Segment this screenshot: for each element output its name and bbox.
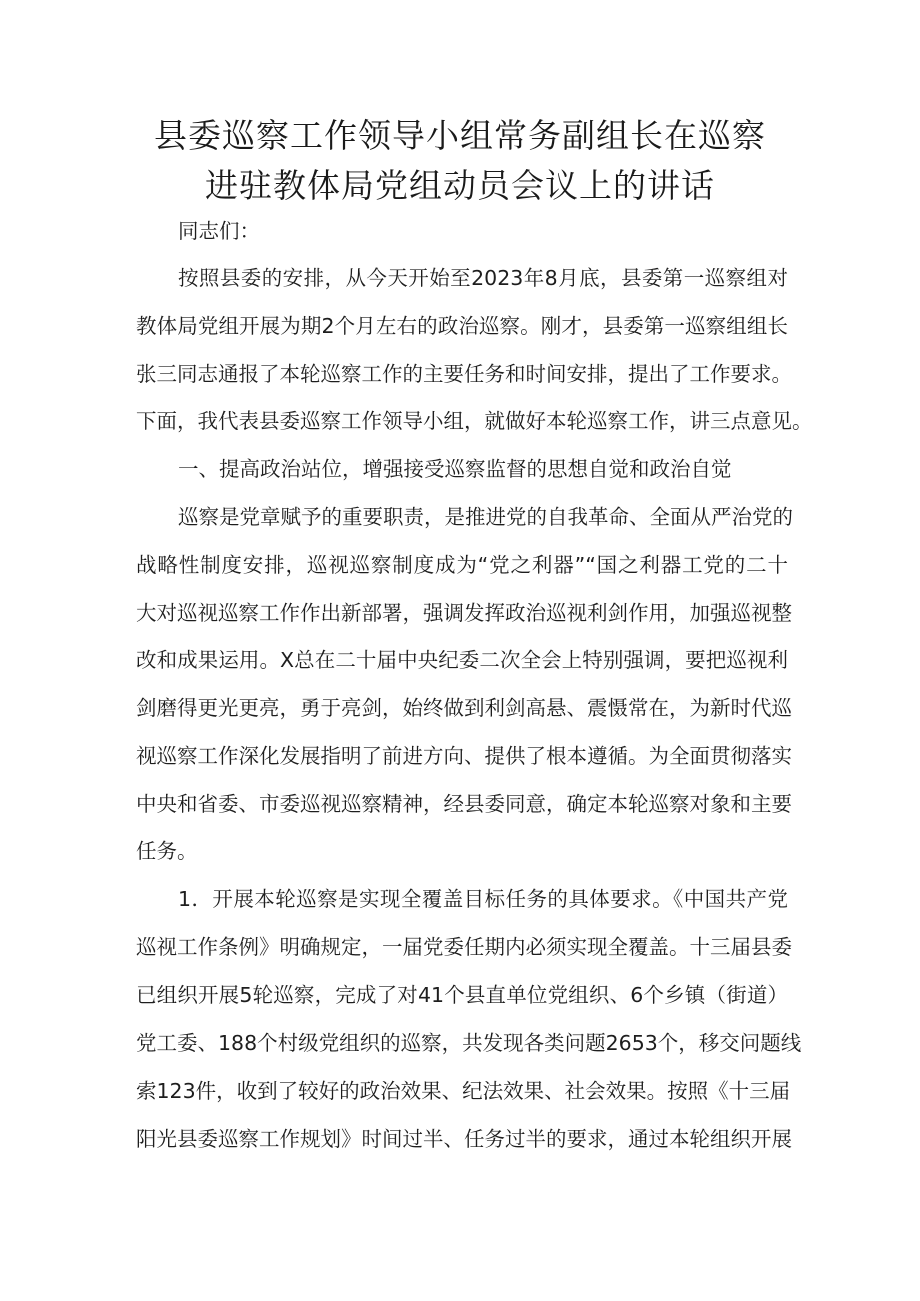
section-heading-1: 一、提高政治站位，增强接受巡察监督的思想自觉和政治自觉 <box>178 457 732 481</box>
paragraph-2-line-6: 视巡察工作深化发展指明了前进方向、提供了根本遵循。为全面贯彻落实 <box>136 744 792 768</box>
document-title-line-1: 县委巡察工作领导小组常务副组长在巡察 <box>154 116 766 155</box>
paragraph-3-line-4: 党工委、188个村级党组织的巡察，共发现各类问题2653个，移交问题线 <box>136 1031 802 1055</box>
paragraph-2-line-5: 剑磨得更光更亮，勇于亮剑，始终做到利剑高悬、震慑常在，为新时代巡 <box>136 696 792 720</box>
paragraph-1-line-2: 教体局党组开展为期2个月左右的政治巡察。刚才，县委第一巡察组组长 <box>136 314 788 338</box>
paragraph-1-line-4: 下面，我代表县委巡察工作领导小组，就做好本轮巡察工作，讲三点意见。 <box>136 409 813 433</box>
paragraph-3-line-3: 已组织开展5轮巡察，完成了对41个县直单位党组织、6个乡镇（街道） <box>136 983 788 1007</box>
salutation: 同志们： <box>178 219 260 243</box>
paragraph-2-line-3: 大对巡视巡察工作作出新部署，强调发挥政治巡视利剑作用，加强巡视整 <box>136 601 792 625</box>
paragraph-2-line-8: 任务。 <box>136 839 198 863</box>
paragraph-2-line-7: 中央和省委、市委巡视巡察精神，经县委同意，确定本轮巡察对象和主要 <box>136 792 792 816</box>
paragraph-3-line-5: 索123件，收到了较好的政治效果、纪法效果、社会效果。按照《十三届 <box>136 1079 791 1103</box>
paragraph-2-line-4: 改和成果运用。X总在二十届中央纪委二次全会上特别强调，要把巡视利 <box>136 648 788 672</box>
paragraph-2-line-1: 巡察是党章赋予的重要职责，是推进党的自我革命、全面从严治党的 <box>178 505 793 529</box>
document-title-line-2: 进驻教体局党组动员会议上的讲话 <box>205 166 715 205</box>
paragraph-1-line-3: 张三同志通报了本轮巡察工作的主要任务和时间安排，提出了工作要求。 <box>136 362 792 386</box>
paragraph-3-line-2: 巡视工作条例》明确规定，一届党委任期内必须实现全覆盖。十三届县委 <box>136 935 792 959</box>
paragraph-2-line-2: 战略性制度安排，巡视巡察制度成为“党之利器”“国之利器工党的二十 <box>136 553 788 577</box>
paragraph-1-line-1: 按照县委的安排，从今天开始至2023年8月底，县委第一巡察组对 <box>178 266 788 290</box>
paragraph-3-line-6: 阳光县委巡察工作规划》时间过半、任务过半的要求，通过本轮组织开展 <box>136 1127 792 1151</box>
paragraph-3-line-1: 1．开展本轮巡察是实现全覆盖目标任务的具体要求。《中国共产党 <box>178 887 788 911</box>
